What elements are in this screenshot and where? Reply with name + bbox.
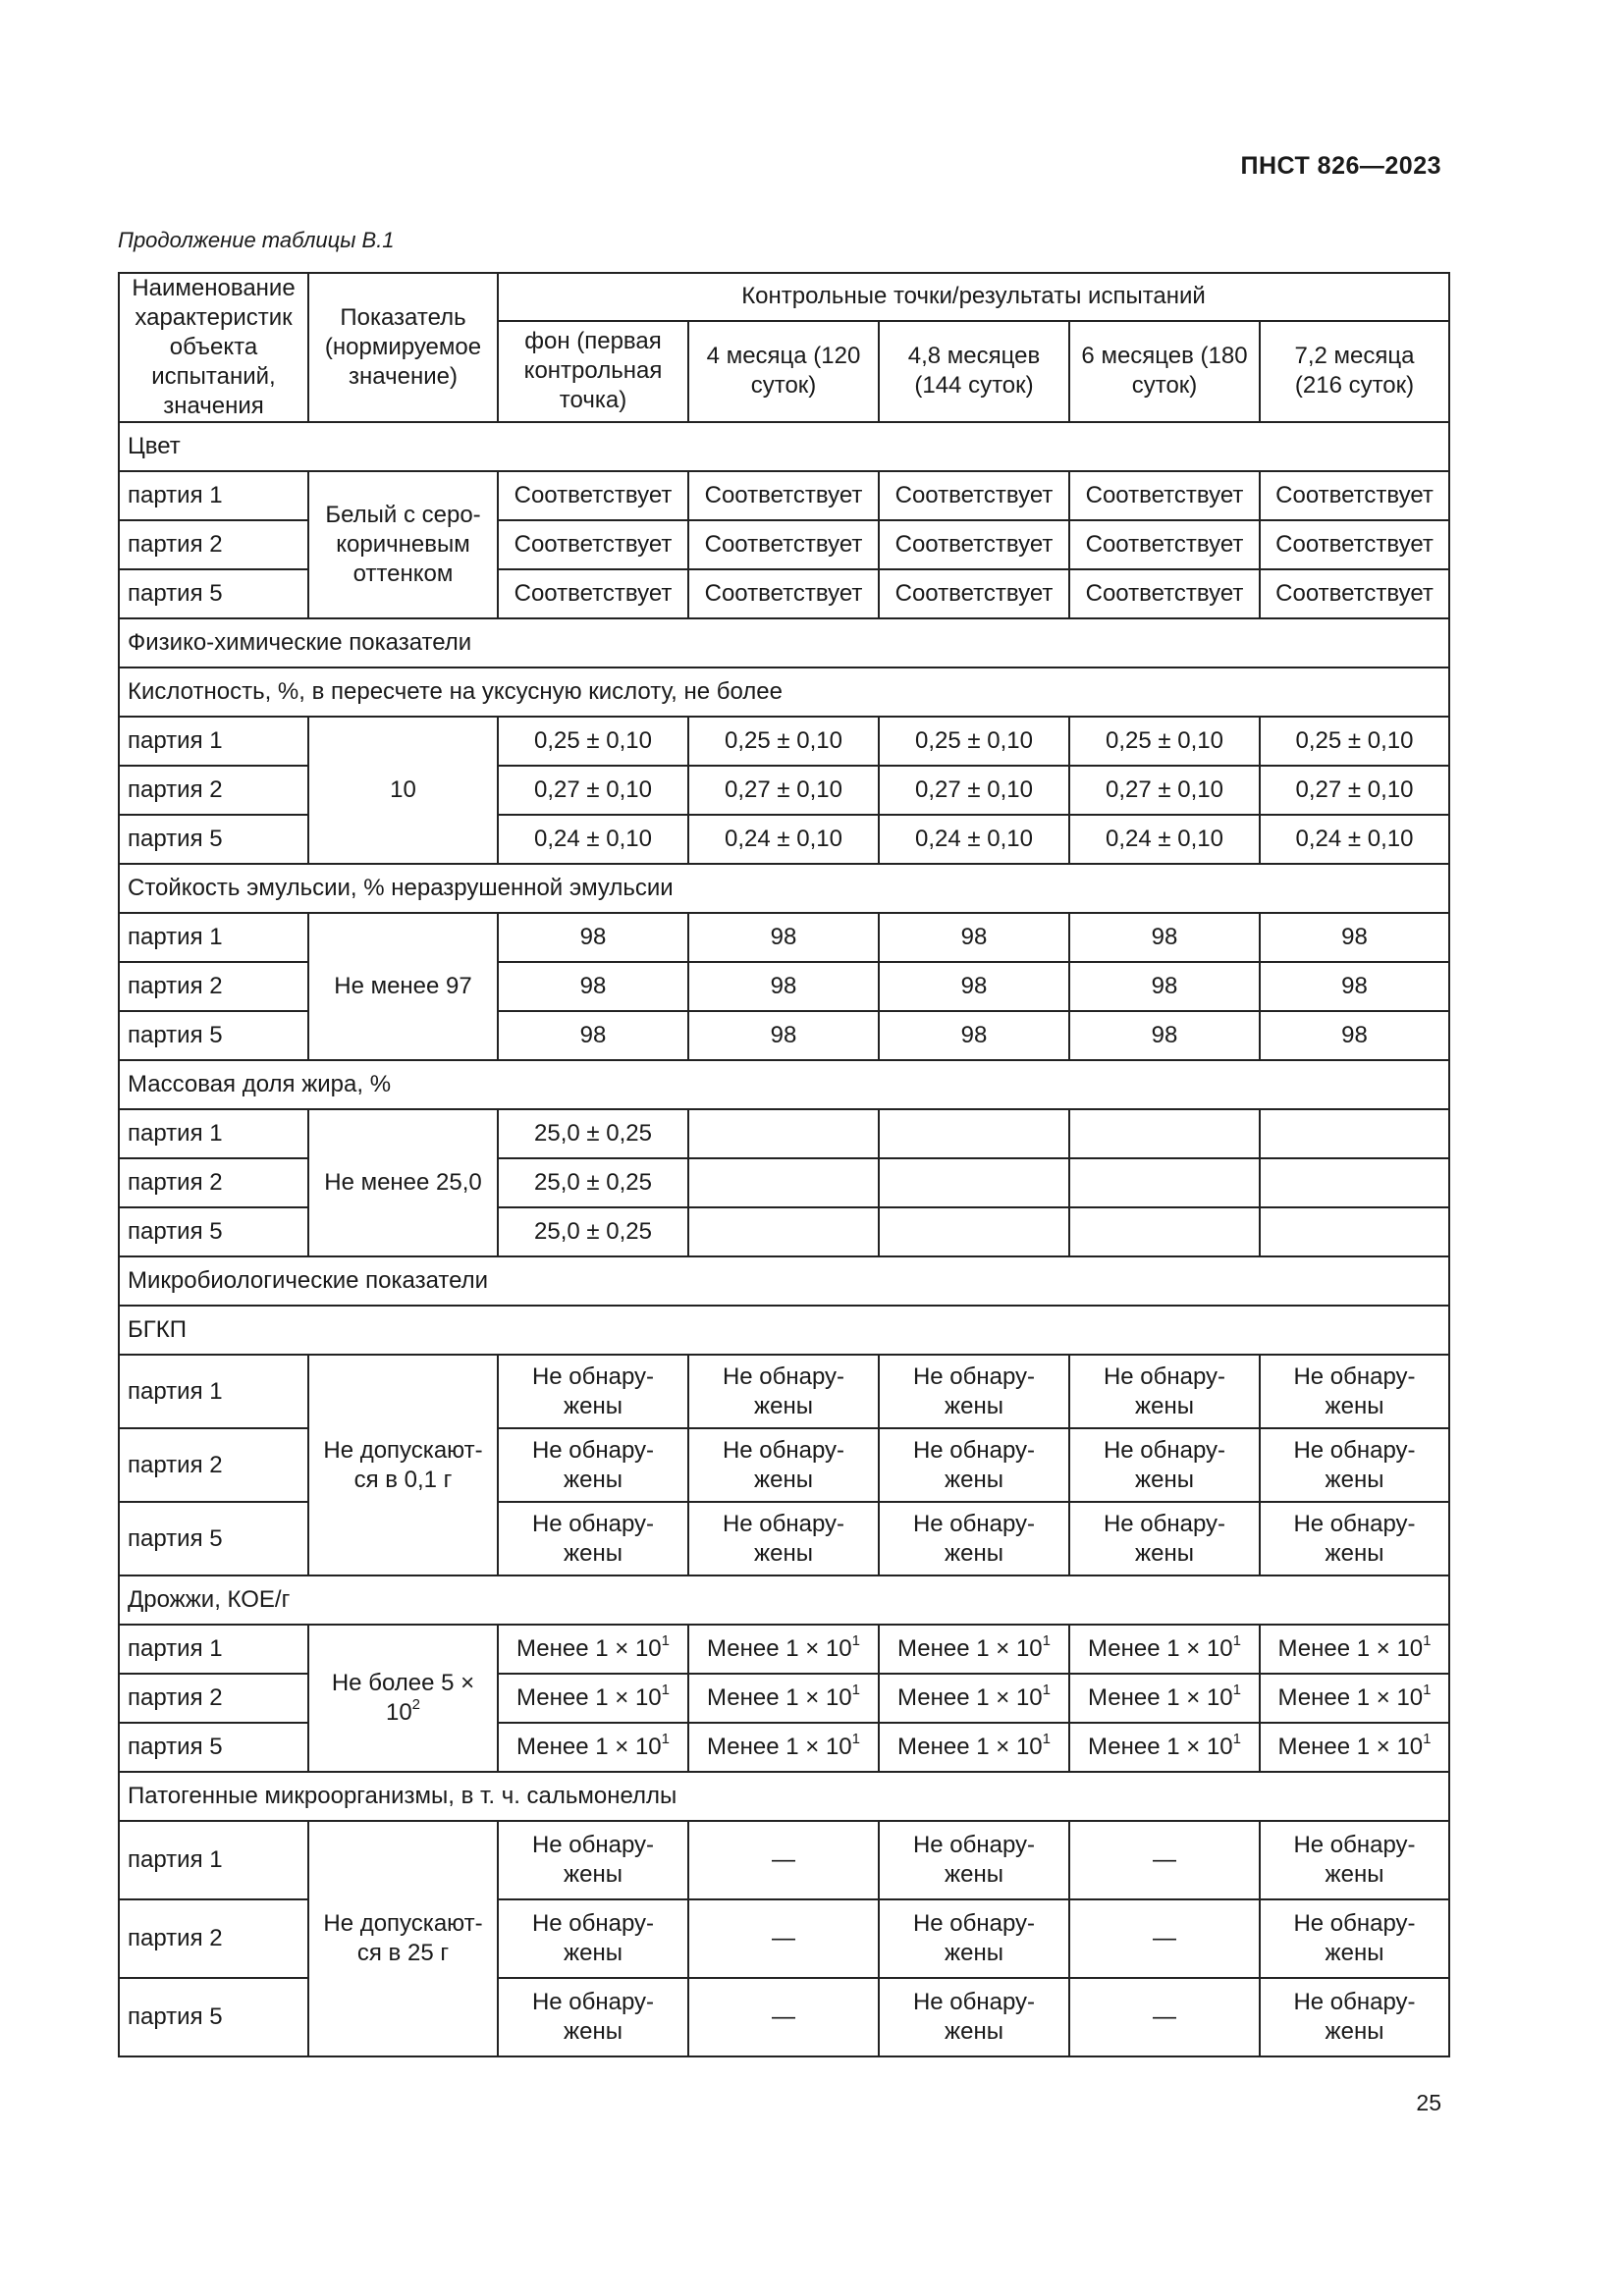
result-cell <box>1260 1723 1449 1772</box>
result-cell: Соответствует <box>879 520 1069 569</box>
result-cell: Соответствует <box>1069 569 1260 618</box>
document-code: ПНСТ 826—2023 <box>1240 152 1441 180</box>
section-title: Кислотность, %, в пересчете на уксусную кислоту, не более <box>119 667 1449 717</box>
result-cell: Не обнару-жены <box>1260 1978 1449 2056</box>
value-base: Менее 1 × 10 <box>516 1684 662 1711</box>
result-cell: Соответствует <box>498 471 688 520</box>
result-cell <box>1069 1109 1260 1158</box>
norm-value: Не допускают-ся в 0,1 г <box>308 1355 498 1575</box>
result-cell <box>1260 1158 1449 1207</box>
value-base: Менее 1 × 10 <box>1088 1635 1233 1662</box>
value-exponent: 1 <box>661 1731 670 1747</box>
result-cell: Не обнару-жены <box>879 1355 1069 1428</box>
section-row <box>119 864 1449 913</box>
value-exponent: 1 <box>1423 1731 1432 1747</box>
result-cell <box>1069 1723 1260 1772</box>
row-label: партия 2 <box>119 1158 308 1207</box>
row-label: партия 1 <box>119 1109 308 1158</box>
result-cell: Соответствует <box>1069 471 1260 520</box>
value-base: Менее 1 × 10 <box>516 1635 662 1662</box>
result-cell: 0,25 ± 0,10 <box>688 717 879 766</box>
result-cell: Соответствует <box>1260 520 1449 569</box>
value-exponent: 1 <box>1042 1682 1051 1698</box>
result-cell: 98 <box>1260 1011 1449 1060</box>
value-base: Менее 1 × 10 <box>1088 1734 1233 1760</box>
result-cell: Не обнару-жены <box>1260 1502 1449 1575</box>
value-exponent: 1 <box>1042 1632 1051 1649</box>
value-base: Менее 1 × 10 <box>897 1635 1043 1662</box>
result-cell: Не обнару-жены <box>498 1978 688 2056</box>
row-label: партия 2 <box>119 1428 308 1502</box>
result-cell <box>1260 1625 1449 1674</box>
result-cell: 0,25 ± 0,10 <box>1260 717 1449 766</box>
row-label: партия 1 <box>119 1821 308 1899</box>
value-base: Менее 1 × 10 <box>897 1684 1043 1711</box>
col-header-point: фон (первая контрольная точка) <box>498 321 688 422</box>
section-row <box>119 618 1449 667</box>
result-cell <box>1069 1158 1260 1207</box>
result-cell: Соответствует <box>688 520 879 569</box>
col-header-point: 4,8 месяцев (144 суток) <box>879 321 1069 422</box>
result-cell: Не обнару-жены <box>1069 1355 1260 1428</box>
col-header-group: Контрольные точки/результаты испытаний <box>498 273 1449 321</box>
value-base: Менее 1 × 10 <box>707 1734 852 1760</box>
table-row <box>119 1625 1449 1674</box>
result-cell: Не обнару-жены <box>498 1355 688 1428</box>
result-cell: Не обнару-жены <box>1260 1821 1449 1899</box>
page-number: 25 <box>1416 2090 1441 2115</box>
value-exponent: 1 <box>851 1682 860 1698</box>
table-row <box>119 471 1449 520</box>
section-title: Цвет <box>119 422 1449 471</box>
table-caption: Продолжение таблицы В.1 <box>118 228 395 252</box>
table-row <box>119 717 1449 766</box>
result-cell <box>498 1625 688 1674</box>
result-cell: Не обнару-жены <box>498 1502 688 1575</box>
row-label: партия 1 <box>119 717 308 766</box>
value-exponent: 1 <box>851 1731 860 1747</box>
row-label: партия 1 <box>119 471 308 520</box>
result-cell: Не обнару-жены <box>1260 1899 1449 1978</box>
result-cell <box>1069 1674 1260 1723</box>
results-table <box>118 272 1450 2057</box>
result-cell: Соответствует <box>879 569 1069 618</box>
section-title: Микробиологические показатели <box>119 1256 1449 1306</box>
result-cell: Соответствует <box>498 569 688 618</box>
value-base: Менее 1 × 10 <box>1277 1684 1424 1711</box>
value-base: Менее 1 × 10 <box>707 1684 852 1711</box>
result-cell: 98 <box>688 1011 879 1060</box>
row-label: партия 2 <box>119 1899 308 1978</box>
result-cell <box>1260 1674 1449 1723</box>
value-exponent: 1 <box>1042 1731 1051 1747</box>
result-cell: Не обнару-жены <box>498 1899 688 1978</box>
result-cell: Не обнару-жены <box>688 1428 879 1502</box>
row-label: партия 1 <box>119 913 308 962</box>
result-cell: 0,27 ± 0,10 <box>688 766 879 815</box>
value-exponent: 1 <box>851 1632 860 1649</box>
section-row <box>119 1256 1449 1306</box>
result-cell: Соответствует <box>1069 520 1260 569</box>
result-cell: 98 <box>688 913 879 962</box>
norm-exponent: 2 <box>411 1696 421 1713</box>
col-header-point: 4 месяца (120 суток) <box>688 321 879 422</box>
table-row <box>119 1821 1449 1899</box>
result-cell: 98 <box>1069 913 1260 962</box>
row-label: партия 5 <box>119 1502 308 1575</box>
norm-value: Белый с серо-коричневым оттенком <box>308 471 498 618</box>
row-label: партия 5 <box>119 1207 308 1256</box>
result-cell: Не обнару-жены <box>1260 1428 1449 1502</box>
result-cell: 98 <box>1069 962 1260 1011</box>
row-label: партия 2 <box>119 962 308 1011</box>
section-row <box>119 1060 1449 1109</box>
row-label: партия 2 <box>119 766 308 815</box>
result-cell <box>879 1158 1069 1207</box>
col-header-norm: Показатель (нормируемое значение) <box>308 273 498 422</box>
section-title: Стойкость эмульсии, % неразрушенной эмульсии <box>119 864 1449 913</box>
result-cell: 98 <box>1260 962 1449 1011</box>
value-exponent: 1 <box>1232 1632 1241 1649</box>
result-cell <box>688 1723 879 1772</box>
result-cell <box>879 1109 1069 1158</box>
result-cell: 25,0 ± 0,25 <box>498 1158 688 1207</box>
row-label: партия 5 <box>119 1978 308 2056</box>
result-cell: Не обнару-жены <box>879 1821 1069 1899</box>
result-cell <box>879 1723 1069 1772</box>
result-cell: 0,27 ± 0,10 <box>498 766 688 815</box>
result-cell: — <box>1069 1978 1260 2056</box>
result-cell <box>688 1158 879 1207</box>
result-cell: Не обнару-жены <box>879 1502 1069 1575</box>
section-title: БГКП <box>119 1306 1449 1355</box>
value-exponent: 1 <box>1423 1632 1432 1649</box>
result-cell <box>1069 1625 1260 1674</box>
norm-value: Не менее 25,0 <box>308 1109 498 1256</box>
col-header-point: 6 месяцев (180 суток) <box>1069 321 1260 422</box>
row-label: партия 5 <box>119 1011 308 1060</box>
result-cell <box>688 1109 879 1158</box>
result-cell: Соответствует <box>879 471 1069 520</box>
result-cell: Не обнару-жены <box>879 1899 1069 1978</box>
table-row <box>119 913 1449 962</box>
norm-value: Не менее 97 <box>308 913 498 1060</box>
result-cell: — <box>1069 1821 1260 1899</box>
result-cell: 0,24 ± 0,10 <box>1069 815 1260 864</box>
result-cell: Не обнару-жены <box>1260 1355 1449 1428</box>
row-label: партия 2 <box>119 1674 308 1723</box>
result-cell: 98 <box>1069 1011 1260 1060</box>
result-cell: 0,27 ± 0,10 <box>1260 766 1449 815</box>
row-label: партия 2 <box>119 520 308 569</box>
value-base: Менее 1 × 10 <box>897 1734 1043 1760</box>
result-cell: 0,27 ± 0,10 <box>879 766 1069 815</box>
result-cell: Не обнару-жены <box>879 1428 1069 1502</box>
table-row <box>119 1109 1449 1158</box>
result-cell: Соответствует <box>1260 569 1449 618</box>
row-label: партия 5 <box>119 815 308 864</box>
section-title: Массовая доля жира, % <box>119 1060 1449 1109</box>
norm-value <box>308 1625 498 1772</box>
result-cell: 0,24 ± 0,10 <box>879 815 1069 864</box>
result-cell: Соответствует <box>1260 471 1449 520</box>
value-base: Менее 1 × 10 <box>1088 1684 1233 1711</box>
norm-value: Не допускают-ся в 25 г <box>308 1821 498 2056</box>
result-cell: 0,24 ± 0,10 <box>1260 815 1449 864</box>
row-label: партия 1 <box>119 1625 308 1674</box>
value-exponent: 1 <box>1423 1682 1432 1698</box>
value-base: Менее 1 × 10 <box>516 1734 662 1760</box>
result-cell <box>688 1625 879 1674</box>
result-cell <box>498 1674 688 1723</box>
result-cell: 0,25 ± 0,10 <box>498 717 688 766</box>
section-row <box>119 1772 1449 1821</box>
result-cell: 98 <box>688 962 879 1011</box>
result-cell: 0,24 ± 0,10 <box>688 815 879 864</box>
result-cell <box>688 1674 879 1723</box>
result-cell: Не обнару-жены <box>498 1821 688 1899</box>
result-cell: — <box>688 1978 879 2056</box>
result-cell: Соответствует <box>688 569 879 618</box>
section-row <box>119 422 1449 471</box>
norm-value: 10 <box>308 717 498 864</box>
result-cell: 98 <box>879 962 1069 1011</box>
result-cell: — <box>688 1821 879 1899</box>
result-cell: — <box>688 1899 879 1978</box>
result-cell: 25,0 ± 0,25 <box>498 1207 688 1256</box>
result-cell <box>879 1207 1069 1256</box>
table-row <box>119 1355 1449 1428</box>
row-label: партия 1 <box>119 1355 308 1428</box>
result-cell: Не обнару-жены <box>688 1502 879 1575</box>
row-label: партия 5 <box>119 1723 308 1772</box>
section-row <box>119 667 1449 717</box>
value-base: Менее 1 × 10 <box>1277 1635 1424 1662</box>
value-exponent: 1 <box>1232 1731 1241 1747</box>
section-row <box>119 1575 1449 1625</box>
row-label: партия 5 <box>119 569 308 618</box>
result-cell: 98 <box>498 913 688 962</box>
section-title: Физико-химические показатели <box>119 618 1449 667</box>
result-cell <box>688 1207 879 1256</box>
result-cell: 98 <box>498 1011 688 1060</box>
result-cell: Не обнару-жены <box>688 1355 879 1428</box>
section-title: Патогенные микроорганизмы, в т. ч. сальмонеллы <box>119 1772 1449 1821</box>
result-cell <box>498 1723 688 1772</box>
value-base: Менее 1 × 10 <box>707 1635 852 1662</box>
section-row <box>119 1306 1449 1355</box>
col-header-point: 7,2 месяца (216 суток) <box>1260 321 1449 422</box>
result-cell: — <box>1069 1899 1260 1978</box>
result-cell: Не обнару-жены <box>1069 1502 1260 1575</box>
result-cell: 25,0 ± 0,25 <box>498 1109 688 1158</box>
value-base: Менее 1 × 10 <box>1277 1734 1424 1760</box>
value-exponent: 1 <box>661 1682 670 1698</box>
result-cell <box>879 1674 1069 1723</box>
value-exponent: 1 <box>1232 1682 1241 1698</box>
result-cell <box>1069 1207 1260 1256</box>
result-cell: Не обнару-жены <box>1069 1428 1260 1502</box>
table-header-row <box>119 273 1449 321</box>
col-header-object: Наименование характеристик объекта испытаний, значения <box>119 273 308 422</box>
section-title: Дрожжи, КОЕ/г <box>119 1575 1449 1625</box>
result-cell: 0,25 ± 0,10 <box>1069 717 1260 766</box>
result-cell: Соответствует <box>688 471 879 520</box>
result-cell <box>1260 1207 1449 1256</box>
result-cell: Не обнару-жены <box>498 1428 688 1502</box>
result-cell <box>879 1625 1069 1674</box>
result-cell: 0,24 ± 0,10 <box>498 815 688 864</box>
result-cell: Не обнару-жены <box>879 1978 1069 2056</box>
result-cell: 98 <box>498 962 688 1011</box>
value-exponent: 1 <box>661 1632 670 1649</box>
result-cell <box>1260 1109 1449 1158</box>
result-cell: 98 <box>879 913 1069 962</box>
result-cell: 98 <box>879 1011 1069 1060</box>
norm-base: Не более 5 × 10 <box>331 1670 475 1726</box>
result-cell: 0,27 ± 0,10 <box>1069 766 1260 815</box>
result-cell: 0,25 ± 0,10 <box>879 717 1069 766</box>
result-cell: Соответствует <box>498 520 688 569</box>
result-cell: 98 <box>1260 913 1449 962</box>
